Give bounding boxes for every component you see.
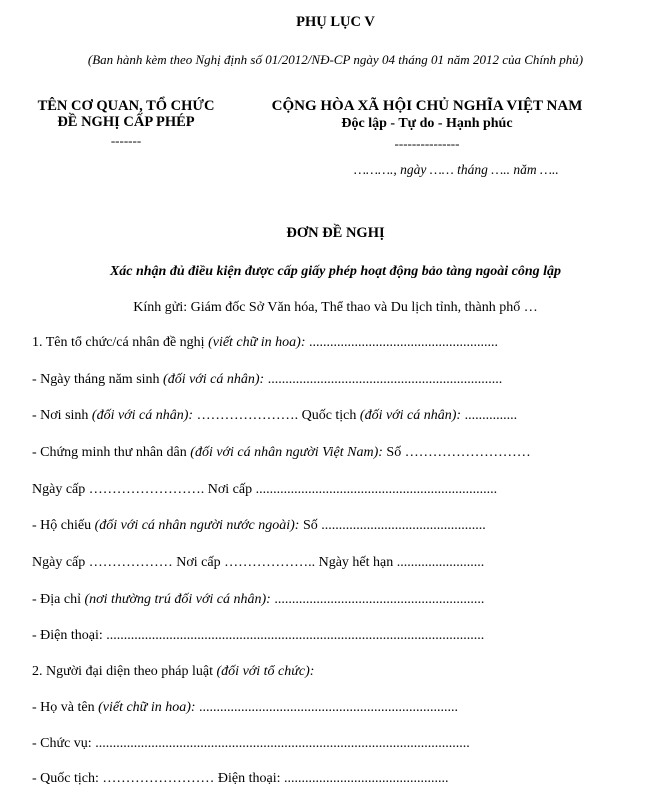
org-name-line2: ĐỀ NGHỊ CẤP PHÉP (57, 114, 195, 130)
field-birth-date (32, 372, 502, 388)
decree-note: (Ban hành kèm theo Nghị định số 01/2012/NĐ-CP ngày 04 tháng 01 năm 2012 của Chính phủ) (87, 52, 584, 67)
field-note: (đối với cá nhân người nước ngoài): (94, 518, 300, 533)
field-note: (đối với cá nhân): (359, 408, 462, 423)
field-blank: ..................................................................... (255, 482, 498, 497)
field-address (32, 592, 484, 608)
field-label: - Họ và tên (32, 700, 99, 715)
document-title: ĐƠN ĐỀ NGHỊ (286, 225, 385, 241)
field-blank: ......................... (393, 555, 485, 570)
org-name-line1: TÊN CƠ QUAN, TỔ CHỨC (37, 98, 215, 114)
field-blank: ……………….. (224, 555, 319, 570)
field-label: Ngày cấp (32, 555, 89, 570)
field-passport (32, 518, 486, 534)
field-birth-place (32, 408, 517, 424)
field-blank: ............................................... (283, 771, 449, 786)
field-blank: ............................................................ (270, 592, 485, 607)
field-nationality-phone (32, 771, 448, 787)
field-id-card (32, 445, 531, 461)
document-subtitle: Xác nhận đủ điều kiện được cấp giấy phép hoạt động bảo tàng ngoài công lập (109, 264, 562, 279)
field-passport-issue (32, 555, 484, 571)
field-label: Ngày cấp (32, 482, 89, 497)
addressee: Kính gửi: Giám đốc Sở Văn hóa, Thể thao và Du lịch tỉnh, thành phố … (133, 300, 538, 315)
field-blank: ……………………… (404, 445, 531, 460)
nation-name: CỘNG HÒA XÃ HỘI CHỦ NGHĨA VIỆT NAM (271, 98, 583, 114)
org-divider: ------- (110, 133, 142, 148)
field-label: Số (299, 518, 322, 533)
field-blank: …………………… (102, 771, 218, 786)
field-phone (32, 628, 484, 644)
field-label: - Chứng minh thư nhân dân (32, 445, 191, 460)
motto: Độc lập - Tự do - Hạnh phúc (341, 116, 513, 131)
field-note: (đối với cá nhân): (163, 372, 265, 387)
field-label: - Nơi sinh (32, 408, 92, 423)
field-note: (đối với cá nhân): (91, 408, 194, 423)
date-line: ………., ngày …… tháng ….. năm ….. (354, 162, 559, 177)
field-label: Điện thoại: (217, 771, 284, 786)
field-label: - Địa chỉ (32, 592, 85, 607)
field-label: Quốc tịch (301, 408, 360, 423)
field-blank: …………………. (193, 408, 302, 423)
motto-divider: --------------- (394, 136, 460, 151)
field-blank: .......................................................................... (195, 700, 459, 715)
field-blank: ............................................... (321, 518, 486, 533)
field-blank: ……………… (88, 555, 177, 570)
org-name (26, 98, 226, 130)
field-section2 (32, 664, 314, 680)
field-label: - Điện thoại: (32, 628, 107, 643)
field-label: - Hộ chiếu (32, 518, 95, 533)
field-label: Nơi cấp (207, 482, 256, 497)
field-blank: ........................................................................................................... (95, 736, 470, 751)
field-full-name (32, 700, 458, 716)
field-id-issue (32, 482, 497, 498)
field-note: (viết chữ in hoa): (208, 335, 306, 350)
field-label: Nơi cấp (176, 555, 225, 570)
field-label: 1. Tên tổ chức/cá nhân đề nghị (32, 335, 209, 350)
appendix-title: PHỤ LỤC V (296, 14, 375, 30)
field-label: Số (382, 445, 405, 460)
field-blank: ……………………. (88, 482, 208, 497)
field-position (32, 736, 470, 752)
field-section1 (32, 335, 498, 351)
field-blank: ................................................................... (264, 372, 503, 387)
field-blank: ............... (461, 408, 518, 423)
field-label: - Ngày tháng năm sinh (32, 372, 164, 387)
field-label: - Chức vụ: (32, 736, 96, 751)
field-blank: ............................................................................................................ (106, 628, 485, 643)
field-note: (viết chữ in hoa): (98, 700, 196, 715)
field-label: - Quốc tịch: (32, 771, 103, 786)
field-label: Ngày hết hạn (318, 555, 394, 570)
field-label: 2. Người đại diện theo pháp luật (32, 664, 217, 679)
field-note: (đối với tổ chức): (216, 664, 315, 679)
field-note: (đối với cá nhân người Việt Nam): (190, 445, 383, 460)
field-note: (nơi thường trú đối với cá nhân): (84, 592, 271, 607)
field-blank: ...................................................... (305, 335, 498, 350)
